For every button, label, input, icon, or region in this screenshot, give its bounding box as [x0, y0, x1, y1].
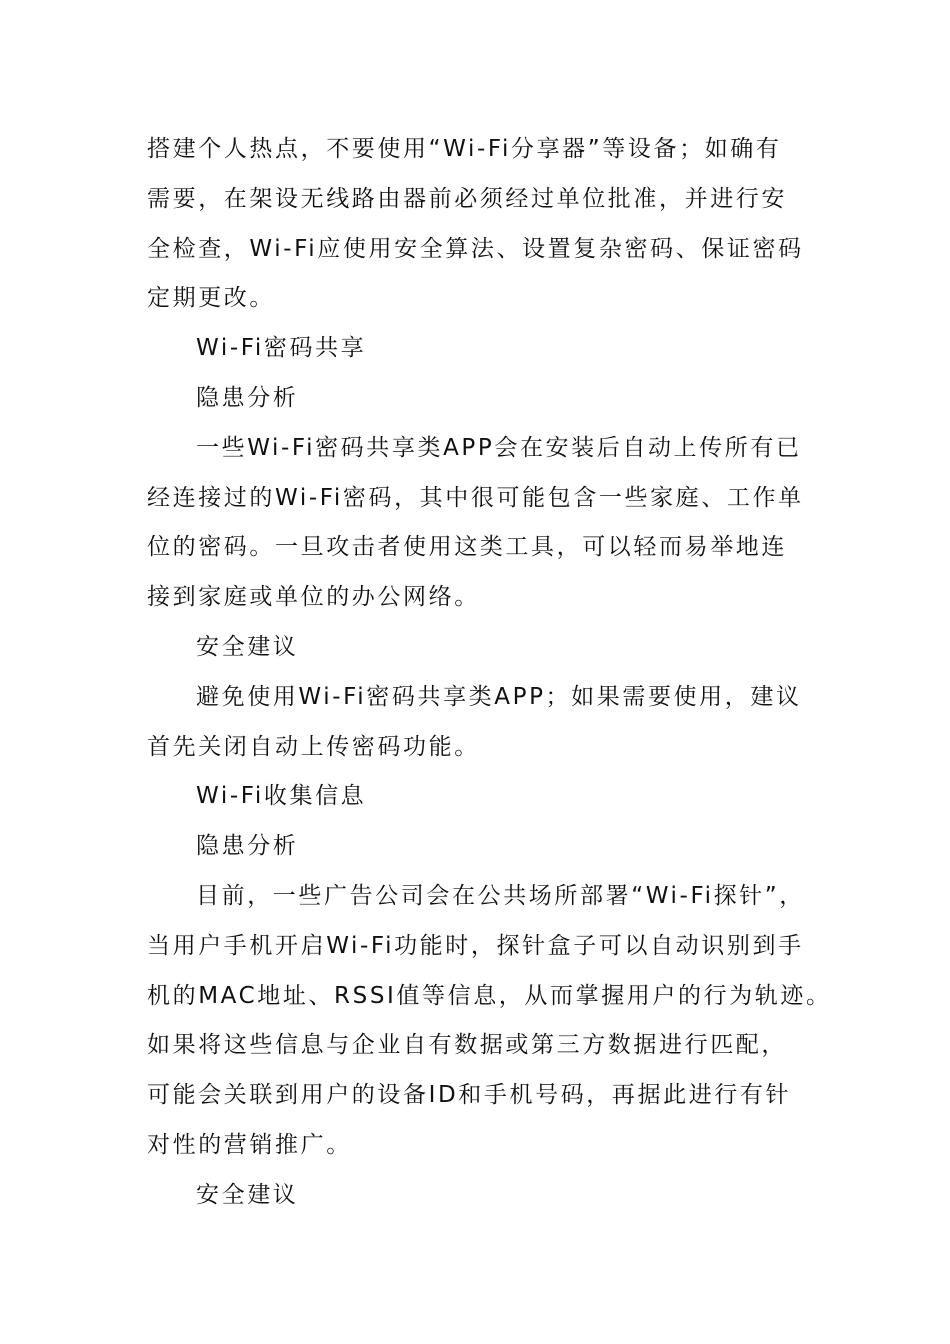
paragraph-line: 如果将这些信息与企业自有数据或第三方数据进行匹配， [147, 1032, 787, 1059]
paragraph-line: 位的密码。一旦攻击者使用这类工具，可以轻而易举地连 [147, 534, 787, 561]
paragraph-line-indented: 安全建议 [196, 1181, 299, 1208]
paragraph-line: 全检查，Wi-Fi应使用安全算法、设置复杂密码、保证密码 [147, 235, 804, 262]
paragraph-line: 首先关闭自动上传密码功能。 [147, 733, 480, 760]
paragraph-line-indented: 避免使用Wi-Fi密码共享类APP；如果需要使用，建议 [196, 683, 802, 710]
paragraph-line-indented: 安全建议 [196, 633, 299, 660]
paragraph-line-indented: Wi-Fi密码共享 [196, 335, 367, 362]
paragraph-line: 对性的营销推广。 [147, 1131, 352, 1158]
paragraph-line: 需要，在架设无线路由器前必须经过单位批准，并进行安 [147, 185, 787, 212]
paragraph-line: 当用户手机开启Wi-Fi功能时，探针盒子可以自动识别到手 [147, 932, 804, 959]
paragraph-line: 经连接过的Wi-Fi密码，其中很可能包含一些家庭、工作单 [147, 484, 804, 511]
paragraph-line-indented: 一些Wi-Fi密码共享类APP会在安装后自动上传所有已 [196, 434, 802, 461]
paragraph-line-indented: 隐患分析 [196, 384, 299, 411]
paragraph-line: 可能会关联到用户的设备ID和手机号码，再据此进行有针 [147, 1082, 792, 1109]
paragraph-line-indented: 目前，一些广告公司会在公共场所部署“Wi-Fi探针”， [196, 882, 805, 909]
document-body [147, 125, 832, 1221]
paragraph-line-indented: 隐患分析 [196, 833, 299, 860]
paragraph-line: 定期更改。 [147, 285, 275, 312]
paragraph-line-indented: Wi-Fi收集信息 [196, 783, 367, 810]
paragraph-line: 搭建个人热点，不要使用“Wi-Fi分享器”等设备；如确有 [147, 136, 782, 162]
paragraph-line: 机的MAC地址、RSSI值等信息，从而掌握用户的行为轨迹。 [147, 982, 832, 1009]
paragraph-line: 接到家庭或单位的办公网络。 [147, 584, 480, 611]
